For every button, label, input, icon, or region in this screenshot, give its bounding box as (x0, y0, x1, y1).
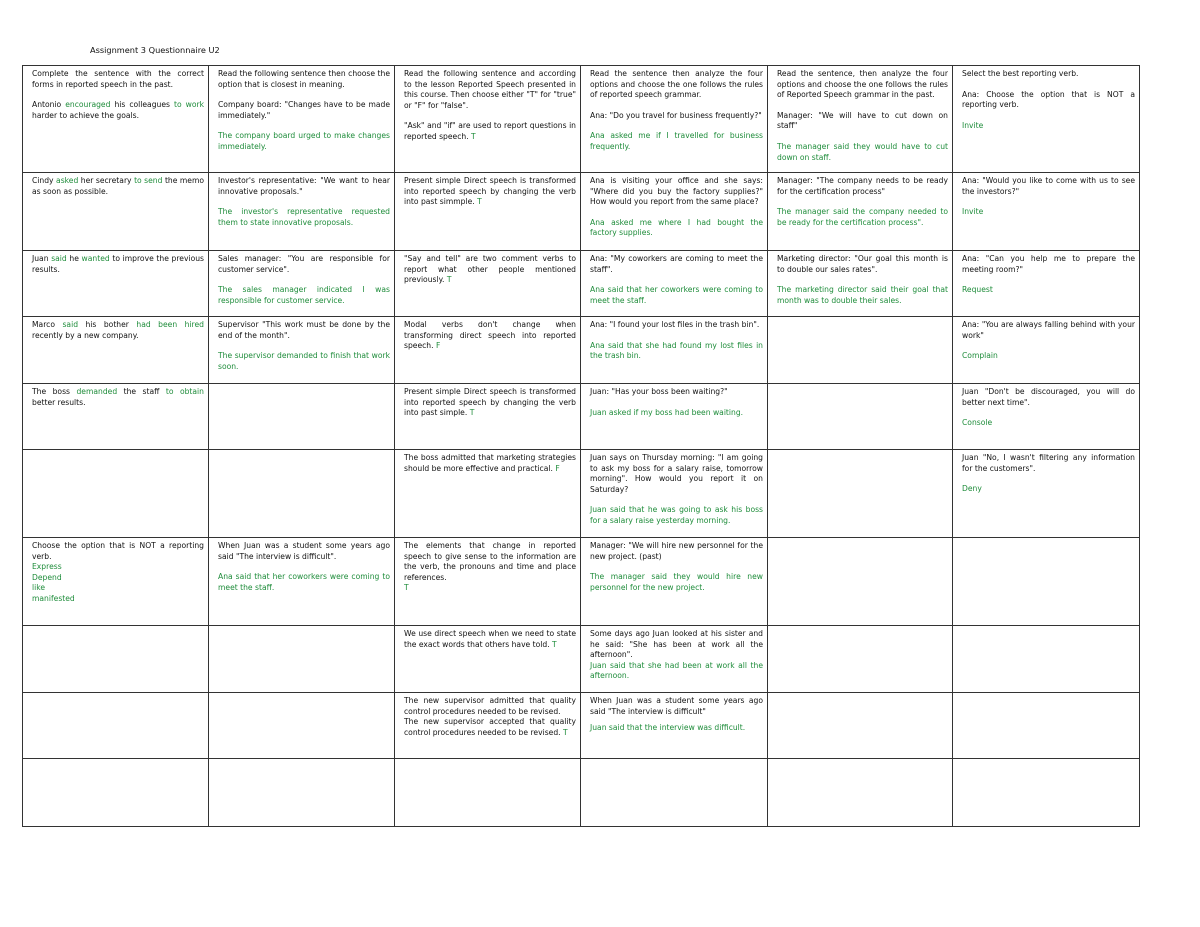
document-title: Assignment 3 Questionnaire U2 (90, 45, 220, 55)
answer-text: T (552, 639, 557, 649)
answer-text: encouraged (65, 100, 111, 110)
question-text: Juan says on Thursday morning: "I am going to ask my boss for a salary raise, tomorrow morning". How would you report it on Saturday? (590, 453, 763, 494)
answer-text: said (51, 254, 67, 263)
sentence-text: The boss demanded the staff to obtain better results. (32, 387, 204, 407)
option-text: like (32, 583, 46, 593)
table-row (23, 626, 1140, 693)
table-cell (23, 384, 209, 450)
table-cell (953, 450, 1140, 538)
question-text: The new supervisor accepted that quality control procedures needed to be revised. T (404, 717, 576, 737)
answer-text: Request (962, 285, 993, 295)
question-text: The elements that change in reported speech to give sense to the information are the verb, the pronouns and time and place references. (404, 541, 576, 582)
table-row (23, 251, 1140, 317)
answer-text: wanted (81, 254, 110, 263)
table-row (23, 66, 1140, 173)
question-text: Manager: "We will have to cut down on staff" (777, 110, 948, 131)
table-cell (209, 759, 395, 827)
answer-text: Juan said that she had been at work all the afternoon. (590, 660, 763, 681)
option-text: Depend (32, 572, 62, 582)
answer-text: Ana said that her coworkers were coming to meet the staff. (590, 285, 763, 305)
question-text: The new supervisor admitted that quality control procedures needed to be revised. (404, 696, 576, 716)
question-text: When Juan was a student some years ago said "The interview is difficult" (590, 696, 763, 716)
answer-text: Juan asked if my boss had been waiting. (590, 407, 744, 417)
answer-text: Deny (962, 484, 982, 494)
answer-text: asked (56, 176, 79, 185)
table-cell (209, 538, 395, 626)
answer-text: to send (134, 176, 163, 185)
instruction-text: Read the sentence, then analyze the four options and choose the one follows the rules of Reported Speech grammar in the past. (777, 69, 948, 100)
table-cell (953, 251, 1140, 317)
table-cell (581, 693, 768, 759)
option-text: manifested (32, 593, 75, 603)
table-cell (953, 759, 1140, 827)
instruction-text: Read the sentence then analyze the four options and choose the one follows the rules of reported speech grammar. (590, 69, 763, 100)
table-cell (768, 693, 953, 759)
table-cell (953, 693, 1140, 759)
table-cell (395, 693, 581, 759)
question-text: Choose the option that is NOT a reporting verb. (32, 541, 204, 561)
table-cell (209, 384, 395, 450)
table-cell (953, 626, 1140, 693)
table-cell (581, 450, 768, 538)
answer-text: T (471, 131, 476, 141)
answer-text: demanded (76, 387, 118, 396)
table-cell (953, 538, 1140, 626)
table-cell (209, 173, 395, 251)
answer-text: T (562, 727, 568, 737)
table-row (23, 450, 1140, 538)
question-text: Company board: "Changes have to be made immediately." (218, 100, 390, 120)
question-text: Present simple Direct speech is transformed into reported speech by changing the verb into past simple. T (404, 387, 576, 418)
table-cell (581, 626, 768, 693)
table-cell (395, 759, 581, 827)
table-cell (209, 450, 395, 538)
table-row (23, 173, 1140, 251)
question-text: Juan "Don't be discouraged, you will do better next time". (962, 387, 1135, 407)
question-text: Marketing director: "Our goal this month is to double our sales rates". (777, 254, 948, 274)
question-text: Ana: "You are always falling behind with your work" (962, 320, 1135, 340)
question-text: Ana: "I found your lost files in the trash bin". (590, 320, 760, 329)
answer-text: to obtain (165, 387, 204, 396)
answer-text: said (62, 320, 79, 329)
sentence-text: Juan said he wanted to improve the previous results. (32, 254, 204, 274)
question-text: Present simple Direct speech is transformed into reported speech by changing the verb into past simmple. T (404, 176, 576, 207)
question-text: Supervisor "This work must be done by the end of the month". (218, 320, 390, 340)
table-cell (23, 450, 209, 538)
sentence-text: Cindy asked her secretary to send the memo as soon as possible. (32, 176, 205, 196)
instruction-text: Read the following sentence then choose the option that is closest in meaning. (218, 69, 390, 89)
table-cell (209, 693, 395, 759)
question-text: The boss admitted that marketing strategies should be more effective and practical. F (404, 453, 576, 473)
table-cell (23, 693, 209, 759)
table-cell (23, 759, 209, 827)
table-cell (395, 317, 581, 384)
question-text: Investor's representative: "We want to hear innovative proposals." (218, 176, 390, 196)
answer-text: to work (173, 100, 204, 110)
table-cell (581, 317, 768, 384)
table-cell (209, 317, 395, 384)
answer-text: Console (962, 418, 993, 428)
sentence-text: Marco said his bother had been hired recently by a new company. (32, 320, 204, 340)
answer-text: Ana said that she had found my lost files in the trash bin. (590, 340, 763, 361)
table-cell (395, 626, 581, 693)
question-text: Ana is visiting your office and she says: "Where did you buy the factory supplies?" How would you report from the same place? (590, 176, 763, 207)
answer-text: The sales manager indicated I was responsible for customer service. (218, 285, 390, 305)
table-cell (23, 317, 209, 384)
table-cell (23, 66, 209, 173)
answer-text: The manager said they would have to cut down on staff. (777, 141, 948, 162)
question-text: Sales manager: "You are responsible for customer service". (218, 254, 390, 274)
answer-text: T (446, 275, 452, 285)
table-cell (209, 66, 395, 173)
table-cell (768, 450, 953, 538)
question-text: Juan "No, I wasn't filtering any information for the customers". (962, 453, 1135, 473)
answer-text: The investor's representative requested them to state innovative proposals. (218, 207, 390, 227)
option-text: Express (32, 562, 62, 572)
answer-text: T (477, 197, 482, 207)
instruction-text: Select the best reporting verb. (962, 69, 1079, 78)
table-cell (581, 173, 768, 251)
table-cell (581, 759, 768, 827)
answer-text: Invite (962, 207, 984, 217)
answer-text: Juan said that the interview was difficult. (590, 723, 746, 733)
answer-text: Ana said that her coworkers were coming to meet the staff. (218, 572, 390, 592)
answer-text: The manager said the company needed to be ready for the certification process". (777, 207, 948, 227)
question-text: We use direct speech when we need to state the exact words that others have told. T (404, 629, 576, 649)
question-text: Manager: "The company needs to be ready for the certification process" (777, 176, 948, 196)
instruction-text: Complete the sentence with the correct forms in reported speech in the past. (32, 69, 204, 89)
instruction-text: Read the following sentence and according to the lesson Reported Speech presented in this course. Then choose either "T" for "true" or "F" for "false". (404, 69, 576, 110)
table-cell (953, 66, 1140, 173)
table-cell (23, 173, 209, 251)
question-text: Ana: "Do you travel for business frequently?" (590, 110, 762, 120)
table-row (23, 538, 1140, 626)
question-text: Ana: "Can you help me to prepare the meeting room?" (962, 254, 1135, 274)
answer-text: F (555, 463, 560, 473)
question-text: Juan: "Has your boss been waiting?" (590, 387, 728, 396)
table-cell (23, 626, 209, 693)
table-cell (395, 173, 581, 251)
table-cell (209, 626, 395, 693)
answer-text: T (469, 408, 475, 418)
table-cell (23, 538, 209, 626)
answer-text: Invite (962, 120, 984, 130)
answer-text: Ana asked me if I travelled for business frequently. (590, 131, 763, 151)
question-text: Ana: "My coworkers are coming to meet the staff". (590, 254, 763, 274)
table-row (23, 317, 1140, 384)
answer-text: Complain (962, 351, 998, 361)
table-cell (581, 384, 768, 450)
table-cell (581, 66, 768, 173)
table-cell (768, 759, 953, 827)
sentence-text: Antonio encouraged his colleagues to work harder to achieve the goals. (32, 100, 204, 120)
table-cell (395, 538, 581, 626)
table-cell (768, 538, 953, 626)
table-cell (768, 384, 953, 450)
table-cell (768, 66, 953, 173)
question-text: Manager: "We will hire new personnel for the new project. (past) (590, 541, 763, 561)
question-text: Modal verbs don't change when transforming direct speech into reported speech. F (404, 320, 576, 351)
table-cell (581, 538, 768, 626)
answer-text: The company board urged to make changes immediately. (218, 131, 390, 151)
table-cell (23, 251, 209, 317)
answer-text: The supervisor demanded to finish that work soon. (218, 351, 390, 371)
table-cell (768, 173, 953, 251)
table-cell (953, 384, 1140, 450)
question-text: Ana: "Would you like to come with us to see the investors?" (962, 176, 1135, 196)
table-row (23, 693, 1140, 759)
answer-text: F (435, 341, 441, 351)
question-text: "Say and tell" are two comment verbs to report what other people mentioned previously. T (404, 254, 576, 285)
table-cell (395, 251, 581, 317)
question-text: "Ask" and "if" are used to report questions in reported speech. T (404, 121, 576, 141)
table-cell (395, 66, 581, 173)
answer-text: The marketing director said their goal that month was to double their sales. (777, 285, 948, 305)
questionnaire-table (22, 65, 1140, 827)
table-cell (953, 173, 1140, 251)
table-cell (395, 384, 581, 450)
table-cell (768, 317, 953, 384)
table-cell (581, 251, 768, 317)
answer-text: The manager said they would hire new personnel for the new project. (590, 572, 763, 592)
answer-text: had been hired (136, 320, 204, 329)
table-cell (395, 450, 581, 538)
answer-text: Juan said that he was going to ask his boss for a salary raise yesterday morning. (590, 505, 763, 525)
table-row (23, 384, 1140, 450)
table-cell (953, 317, 1140, 384)
table-cell (768, 626, 953, 693)
question-text: Ana: Choose the option that is NOT a reporting verb. (962, 89, 1135, 110)
table-row (23, 759, 1140, 827)
question-text: When Juan was a student some years ago said "The interview is difficult". (218, 541, 390, 561)
table-cell (209, 251, 395, 317)
table-cell (768, 251, 953, 317)
question-text: Some days ago Juan looked at his sister and he said: "She has been at work all the afternoon". (590, 629, 763, 660)
answer-text: T (404, 583, 409, 593)
answer-text: Ana asked me where I had bought the factory supplies. (590, 217, 763, 238)
